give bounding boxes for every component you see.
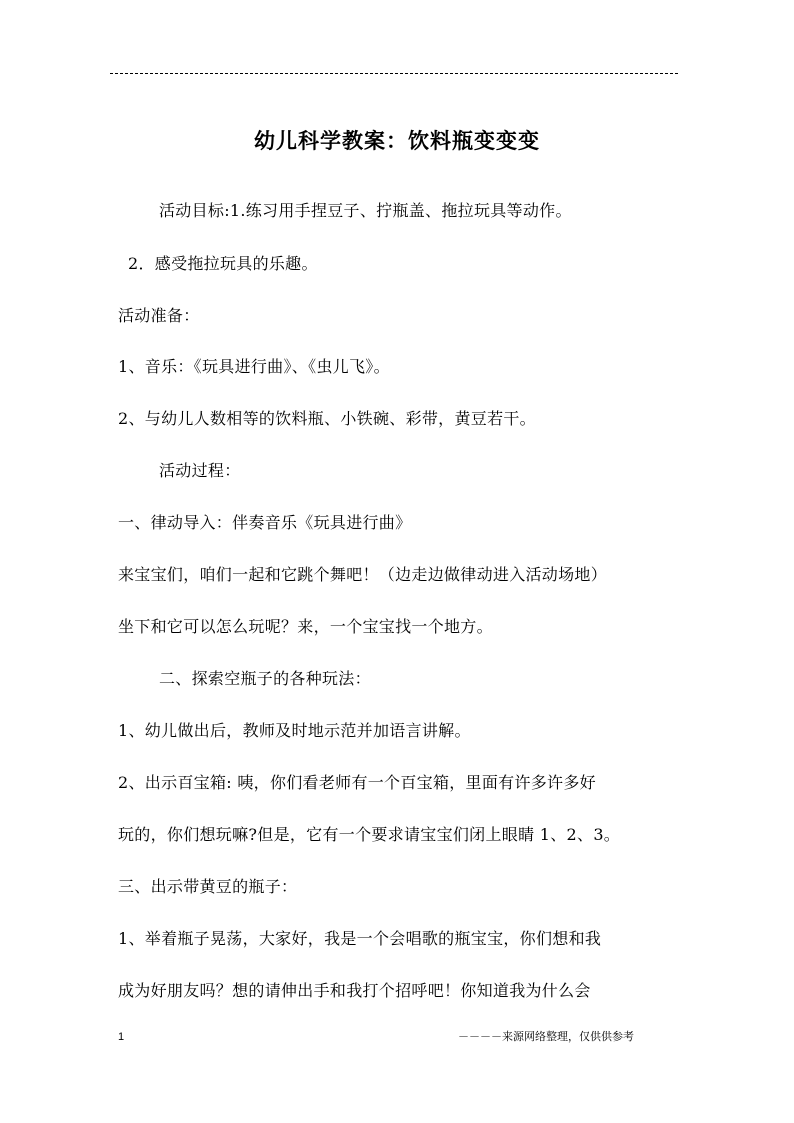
process-heading: 活动过程： xyxy=(159,461,241,480)
paragraph-line: 成为好朋友吗？想的请伸出手和我打个招呼吧！你知道我为什么会 xyxy=(118,981,591,1000)
preparation-item-1: 1、音乐：《玩具进行曲》、《虫儿飞》。 xyxy=(118,357,390,376)
paragraph-line: 1、举着瓶子晃荡，大家好，我是一个会唱歌的瓶宝宝，你们想和我 xyxy=(118,929,602,948)
footer-source-note: －－－－来源网络整理，仅供供参考 xyxy=(458,1030,634,1043)
paragraph-line: 来宝宝们，咱们一起和它跳个舞吧！（边走边做律动进入活动场地） xyxy=(118,565,608,584)
header-dashed-rule xyxy=(110,73,678,74)
page-number: 1 xyxy=(118,1031,125,1043)
paragraph-line: 1、幼儿做出后，教师及时地示范并加语言讲解。 xyxy=(118,721,471,740)
section-3-heading: 三、出示带黄豆的瓶子： xyxy=(118,877,298,896)
document-title: 幼儿科学教案：饮料瓶变变变 xyxy=(254,128,540,153)
section-1-heading: 一、律动导入：伴奏音乐《玩具进行曲》 xyxy=(118,513,412,532)
preparation-heading: 活动准备： xyxy=(118,306,200,325)
preparation-item-2: 2、与幼儿人数相等的饮料瓶、小铁碗、彩带，黄豆若干。 xyxy=(118,409,536,428)
paragraph-line: 玩的，你们想玩嘛?但是，它有一个要求请宝宝们闭上眼睛 1、2、3。 xyxy=(118,825,621,844)
activity-goal-line: 活动目标:1.练习用手捏豆子、拧瓶盖、拖拉玩具等动作。 xyxy=(159,201,572,220)
paragraph-line: 2、出示百宝箱: 咦，你们看老师有一个百宝箱，里面有许多许多好 xyxy=(118,773,596,792)
section-2-heading: 二、探索空瓶子的各种玩法： xyxy=(159,669,371,688)
paragraph-line: 坐下和它可以怎么玩呢？来，一个宝宝找一个地方。 xyxy=(118,617,493,636)
goal-item-2: 2．感受拖拉玩具的乐趣。 xyxy=(128,254,318,273)
